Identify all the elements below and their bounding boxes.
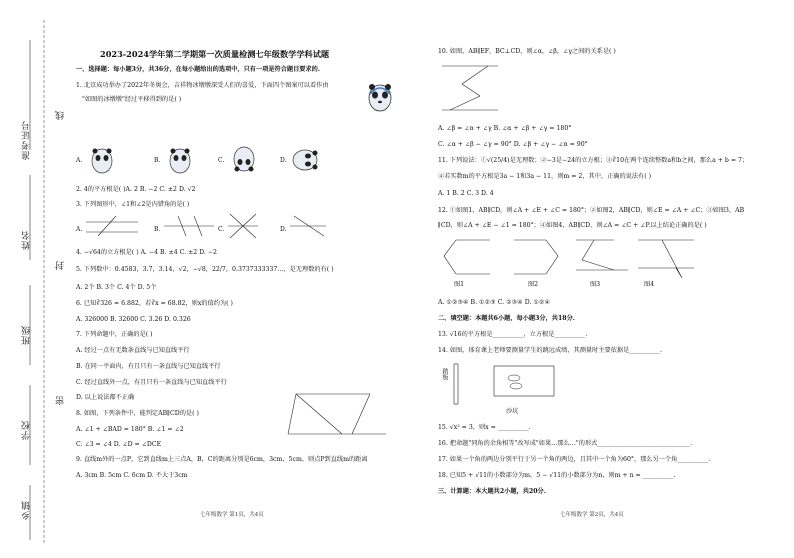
- q1-option-a-label: A.: [76, 157, 83, 164]
- question-6: 6. 已知∛326 ≈ 6.882，若∛x ≈ 68.82，则x的值约为( ): [76, 300, 233, 307]
- q1-option-d-label: D.: [280, 157, 287, 164]
- question-7-option-a: A. 经过一点有无数条直线与已知直线平行: [76, 347, 190, 354]
- question-18: 18. 已知5 + √11的小数部分为m，5 − √11的小数部分为n，则m + n = __________.: [438, 472, 676, 479]
- question-7: 7. 下列命题中，正确的是( ): [76, 331, 153, 338]
- question-6-options: A. 326000 B. 32600 C. 3.26 D. 0.326: [76, 316, 191, 323]
- q1-option-b-panda-icon: [166, 145, 194, 175]
- question-12-figure-3: [574, 234, 630, 280]
- q1-option-c-panda-icon: [230, 145, 258, 175]
- page-left: [72, 0, 408, 558]
- seal-mark-seal: 封: [56, 260, 66, 270]
- question-7-option-d: D. 以上说法都不正确: [76, 394, 135, 401]
- page-footer-right: 七年级数学 第2页，共4页: [560, 512, 624, 518]
- question-4: 4. −√64的立方根是( ) A. −4 B. ±4 C. ±2 D. −2: [76, 249, 217, 256]
- question-9-options: A. 3cm B. 5cm C. 6cm D. 不大于3cm: [76, 472, 188, 479]
- label-town: 乡镇: [22, 500, 32, 520]
- q1-option-c-label: C.: [218, 157, 225, 164]
- question-5: 5. 下列数中：0.4583，3.7，3.14，√2，−√8，22/7，0.3737333337…，是无理数的有( ): [76, 266, 334, 273]
- binding-dashed-line: [0, 0, 62, 558]
- question-2: 2. 4的平方根是( )A. 2 B. −2 C. ±2 D. √2: [76, 186, 196, 193]
- question-17: 17. 如果一个角的两边分别平行于另一个角的两边，且其中一个角为60°，那么另一个角__________.: [438, 456, 711, 463]
- question-7-option-b: B. 在同一平面内，有且只有一条直线与已知直线平行: [76, 363, 221, 370]
- question-5-options: A. 2个 B. 3个 C. 4个 D. 5个: [76, 284, 157, 291]
- fig-label-4: 图4: [644, 281, 655, 288]
- question-8-figure: [286, 386, 386, 444]
- question-12-figure-2: [512, 234, 564, 280]
- q3-option-d-figure: [290, 214, 326, 238]
- question-13: 13. √16的平方根是__________，立方根是__________.: [438, 331, 588, 338]
- question-11-line-1: 11. 下列说法：①√(25/4)是无理数；②−3是−24的立方根；③∛10在两个连续整数a和b之间，那么a + b = 7；: [438, 157, 749, 164]
- fig-label-3: 图3: [590, 281, 601, 288]
- question-1-line-2: "如图的冰墩墩"经过平移得到的是( ): [82, 96, 182, 103]
- question-14: 14. 如图，体育课上老师要测量学生的跳远成绩，其测量时主要依据是__________.: [438, 347, 663, 354]
- label-exam-number: 准考证号: [22, 120, 32, 160]
- q1-option-d-panda-icon: [292, 145, 320, 175]
- fig-label-2: 图2: [528, 281, 539, 288]
- q3-option-c-figure: [228, 212, 258, 240]
- page-right: [436, 0, 790, 558]
- question-9-line-1: 9. 直线m外的一点P，它到直线m上三点A，B，C的距离分别是6cm，3cm，5cm，则点P到直线m的距离: [76, 456, 368, 463]
- question-7-option-c: C. 经过直线外一点，有且只有一条直线与已知直线平行: [76, 379, 227, 386]
- q3-option-d-label: D.: [280, 226, 287, 233]
- question-12-options: A. ①②③④ B. ①②③ C. ②③④ D. ①②④: [438, 299, 551, 306]
- question-10-options-ab: A. ∠β = ∠α + ∠γ B. ∠α + ∠β + ∠γ = 180°: [438, 125, 572, 132]
- question-12-figure-1: [440, 234, 492, 280]
- page-footer-left: 七年级数学 第1页，共4页: [200, 512, 264, 518]
- question-15: 15. √x² = 3，则x = __________.: [438, 424, 531, 431]
- q3-option-b-label: B.: [154, 226, 161, 233]
- question-8-options-cd: C. ∠3 = ∠4 D. ∠D = ∠DCE: [76, 441, 162, 448]
- question-8: 8. 如图，下列条件中，能判定AB∥CD的是( ): [76, 410, 199, 417]
- q3-option-b-figure: [164, 214, 214, 238]
- q14-pit-label: 沙坑: [506, 408, 519, 415]
- question-10-options-cd: C. ∠α + ∠β − ∠γ = 90° D. ∠β + ∠γ − ∠α = 90°: [438, 141, 588, 148]
- question-16: 16. 把命题"同角的余角相等"改写成"如果…那么…"的形式______________________________.: [438, 440, 693, 447]
- q3-option-a-label: A.: [76, 226, 83, 233]
- question-8-options-ab: A. ∠1 + ∠BAD = 180° B. ∠1 = ∠2: [76, 426, 184, 433]
- label-class: 班级: [22, 325, 32, 345]
- section-heading-fill-blank: 二、填空题：本题共6小题，每小题3分，共18分.: [438, 315, 575, 322]
- question-14-figure: [452, 362, 562, 408]
- question-10: 10. 如图，AB∥EF，BC⊥CD，则∠α，∠β，∠γ之间的关系是( ): [438, 48, 616, 55]
- label-school: 学校: [22, 420, 32, 440]
- q3-option-c-label: C.: [218, 226, 225, 233]
- question-3: 3. 下列图形中，∠1和∠2是内错角的是( ): [76, 201, 190, 208]
- section-heading-calculation: 三、计算题：本大题共2小题，共20分.: [438, 488, 546, 495]
- question-10-figure: [440, 60, 500, 114]
- panda-mascot-image: [364, 80, 396, 114]
- question-12-figure-4: [636, 234, 696, 280]
- question-1-line-1: 1. 北京成功举办了2022年冬奥会，吉祥物冰墩墩深受人们的喜爱，下面四个图案可以看作由: [76, 82, 329, 89]
- question-11-line-2: ④若实数m的平方根是3a − 1和3a − 11，则m = 2，其中，正确的说法有( ): [438, 173, 652, 180]
- q1-option-b-label: B.: [154, 157, 161, 164]
- label-name: 姓名: [22, 230, 32, 250]
- question-11-options: A. 1 B. 2 C. 3 D. 4: [438, 190, 494, 197]
- question-12-line-1: 12. ①如图1，AB∥CD，则∠A + ∠E + ∠C = 180°；②如图2，AB∥CD，则∠E = ∠A + ∠C；③如图3，AB: [438, 207, 745, 214]
- seal-mark-line: 线: [56, 110, 66, 120]
- fig-label-1: 图1: [454, 281, 465, 288]
- seal-mark-secret: 密: [56, 395, 66, 405]
- q1-option-a-panda-icon: [88, 145, 116, 175]
- section-heading-choice: 一、选择题：每小题3分，共36分，在每小题给出的选项中，只有一项是符合题目要求的.: [76, 66, 321, 73]
- exam-title: 2023-2024学年第二学期第一次质量检测七年级数学学科试题: [100, 49, 330, 59]
- q14-board-label: [440, 368, 449, 380]
- q14-board-text: 踏板: [441, 368, 448, 380]
- q3-option-a-figure: [86, 214, 138, 238]
- binding-strip: [0, 0, 66, 558]
- question-12-line-2: ∥CD，则∠A + ∠E − ∠1 = 180°；④如图4，AB∥CD，则∠A = ∠C + ∠P.以上结论正确的是( ): [438, 222, 707, 229]
